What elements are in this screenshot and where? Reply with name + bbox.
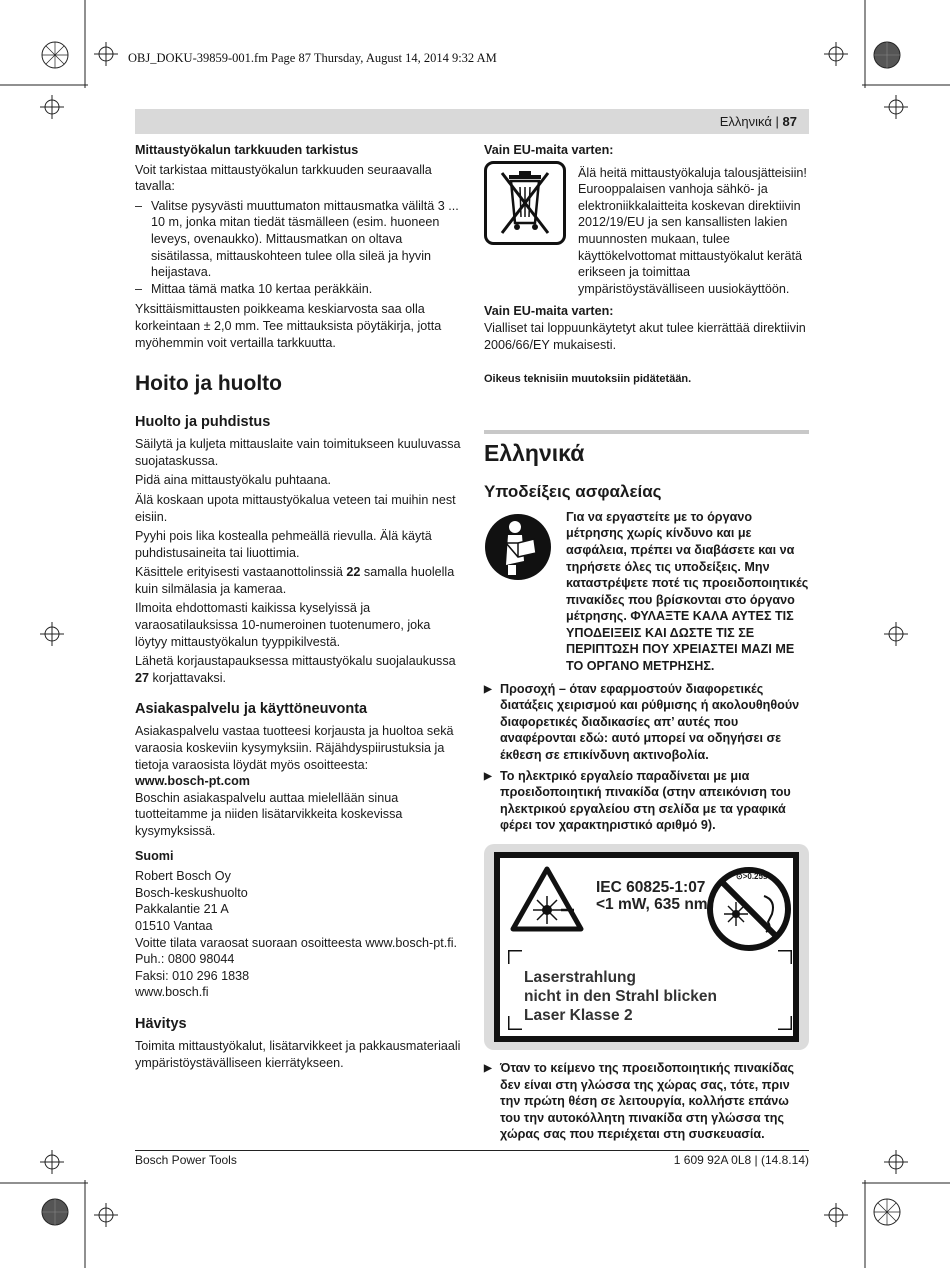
read-manual-icon bbox=[484, 509, 566, 675]
registration-mark-icon bbox=[40, 40, 70, 70]
list-item: ▶ Όταν το κείμενο της προειδοποιητικής πινακίδας δεν είναι στη γλώσσα της χώρας σας, τότε, πριν την πρώτη θέση σε λειτουργία, κολλήστε επάνω του την αυτοκόλλητη πινακίδα στη γλώσσα της χώρας σας που περιέχεται στη συσκευασία. bbox=[484, 1061, 795, 1142]
crosshair-icon bbox=[94, 42, 118, 66]
subsection-title: Huolto ja puhdistus bbox=[135, 414, 271, 431]
eu-title: Vain EU-maita varten: bbox=[484, 143, 614, 157]
crosshair-icon bbox=[824, 42, 848, 66]
footer-right: 1 609 92A 0L8 | (14.8.14) bbox=[673, 1153, 809, 1167]
triangle-bullet-icon: ▶ bbox=[484, 770, 492, 782]
greek-section-title: Ελληνικά bbox=[484, 439, 585, 466]
eu-disposal-text: Älä heitä mittaustyökaluja talousjätteisiin! Eurooppalaisen vanhoja sähkö- ja elektroniikkalaitteita koskevan direktiivin 2012/19/EU ja sen kansallisten lakien muunnosten mukaan, tulee käyttökelvottomat mittaustyökalut kerätä erikseen ja toimittaa ympäristöystävälliseen uusiokäyttöön. bbox=[578, 165, 807, 296]
left-column bbox=[135, 142, 461, 1074]
label-power: <1 mW, 635 nm bbox=[596, 896, 708, 913]
label-exposure-time: ⊙>0.25s bbox=[736, 872, 768, 881]
registration-mark-icon bbox=[40, 1197, 70, 1227]
address-line: 01510 Vantaa bbox=[135, 918, 213, 933]
crosshair-icon bbox=[40, 622, 64, 646]
safety-warning-block bbox=[484, 509, 809, 675]
footer-left: Bosch Power Tools bbox=[135, 1153, 237, 1167]
triangle-bullet-icon: ▶ bbox=[484, 1063, 492, 1074]
header-language: Ελληνικά bbox=[719, 114, 772, 129]
paragraph: Ilmoita ehdottomasti kaikissa kyselyissä ja varaosatilauksissa 10-numeroinen tuotenumero, joka löytyy mittaustyökalun tyyppikilvestä. bbox=[135, 601, 431, 649]
weee-bin-icon bbox=[484, 161, 578, 298]
laser-warning-label bbox=[484, 844, 809, 1050]
paragraph: Asiakaspalvelu vastaa tuotteesi korjausta ja huoltoa sekä varaosia koskeviin kysymyksiin. Räjähdyspiirustuksia ja tietoja varaosista löydät myös osoitteesta: bbox=[135, 724, 454, 772]
list-item: – Valitse pysyvästi muuttumaton mittausmatka väliltä 3 ... 10 m, jonka mitan tiedät täsmälleen (esim. huoneen leveys, ovenaukko). Mittausmatkan on oltava sisätilassa, mittauskohteen tulee olla sileä ja hyvin heijastava. bbox=[135, 198, 459, 280]
crosshair-icon bbox=[884, 95, 908, 119]
page-header bbox=[135, 109, 809, 134]
label-text-line: Laser Klasse 2 bbox=[524, 1007, 633, 1024]
address-line: Pakkalantie 21 A bbox=[135, 902, 229, 917]
list-item: ▶ Προσοχή – όταν εφαρμοστούν διαφορετικές διατάξεις χειρισμού και ρύθμισης ή ακολουθηθούν διαφορετικές διαδικασίες απ’ αυτές που αναφέρονται εδώ: αυτό μπορεί να οδηγήσει σε έκθεση σε επικίνδυνη ακτινοβολία. bbox=[484, 681, 800, 763]
crosshair-icon bbox=[824, 1203, 848, 1227]
accuracy-intro: Voit tarkistaa mittaustyökalun tarkkuuden seuraavalla tavalla: bbox=[135, 162, 432, 194]
crosshair-icon bbox=[884, 622, 908, 646]
page-number: 87 bbox=[782, 114, 797, 129]
right-column bbox=[484, 142, 809, 1143]
address-line[interactable]: www.bosch.fi bbox=[135, 985, 209, 1000]
address-line: Robert Bosch Oy bbox=[135, 869, 231, 884]
label-text-line: nicht in den Strahl blicken bbox=[524, 988, 717, 1005]
accuracy-title: Mittaustyökalun tarkkuuden tarkistus bbox=[135, 143, 359, 157]
paragraph: Käsittele erityisesti vastaanottolinssiä 22 samalla huolella kuin silmälasia ja kameraa. bbox=[135, 565, 455, 596]
subsection-title: Hävitys bbox=[135, 1015, 187, 1032]
address-line: Voitte tilata varaosat suoraan osoitteesta www.bosch-pt.fi. bbox=[135, 935, 458, 950]
laser-hazard-icon bbox=[510, 866, 584, 932]
accuracy-outro: Yksittäismittausten poikkeama keskiarvosta saa olla korkeintaan ± 2,0 mm. Tee mittauksista pöytäkirja, jotta myöhemmin voit vertailla tarkkuutta. bbox=[135, 302, 442, 350]
address-line: Faksi: 010 296 1838 bbox=[135, 968, 250, 983]
page-header-label: Ελληνικά | 87 bbox=[719, 114, 797, 129]
crosshair-icon bbox=[40, 95, 64, 119]
paragraph: Pidä aina mittaustyökalu puhtaana. bbox=[135, 473, 332, 488]
triangle-bullet-icon: ▶ bbox=[484, 683, 492, 695]
eu-disposal-block bbox=[484, 161, 809, 298]
safety-title: Υποδείξεις ασφαλείας bbox=[484, 481, 662, 501]
label-text-line: Laserstrahlung bbox=[524, 969, 636, 986]
section-title: Hoito ja huolto bbox=[135, 372, 282, 396]
print-slug: OBJ_DOKU-39859-001.fm Page 87 Thursday, August 14, 2014 9:32 AM bbox=[128, 51, 497, 65]
paragraph: Lähetä korjaustapauksessa mittaustyökalu suojalaukussa 27 korjattavaksi. bbox=[135, 654, 456, 685]
address-line: Bosch-keskushuolto bbox=[135, 885, 248, 900]
registration-mark-icon bbox=[872, 40, 902, 70]
list-item: – Mittaa tämä matka 10 kertaa peräkkäin. bbox=[135, 281, 373, 296]
safety-warning-text: Για να εργαστείτε με το όργανο μέτρησης χωρίς κίνδυνο και με ασφάλεια, πρέπει να διαβάσετε και να τηρήσετε όλες τις υποδείξεις. Μην καταστρέψετε ποτέ τις προειδοποιητικές πινακίδες που βρίσκονται στο όργανο μέτρησης. ΦΥΛΑΞΤΕ ΚΑΛΑ ΑΥΤΕΣ ΤΙΣ ΥΠΟΔΕΙΞΕΙΣ ΚΑΙ ΔΩΣΤΕ ΤΙΣ ΣΕ ΠΕΡΙΠΤΩΣΗ ΠΟΥ ΧΡΕΙΑΣΤΕΙ ΜΑΖΙ ΜΕ ΤΟ ΟΡΓΑΝΟ ΜΕΤΡΗΣΗΣ. bbox=[566, 509, 809, 674]
rights-note: Oikeus teknisiin muutoksiin pidätetään. bbox=[484, 373, 692, 386]
section-divider bbox=[484, 430, 809, 434]
footer-rule bbox=[135, 1150, 809, 1151]
subsection-title: Asiakaspalvelu ja käyttöneuvonta bbox=[135, 701, 368, 718]
label-standard: IEC 60825-1:07 bbox=[596, 879, 706, 896]
eu-battery-text: Vialliset tai loppuunkäytetyt akut tulee kierrättää direktiivin 2006/66/EY mukaisesti. bbox=[484, 320, 806, 352]
eu-title: Vain EU-maita varten: bbox=[484, 304, 614, 319]
paragraph: Säilytä ja kuljeta mittauslaite vain toimitukseen kuuluvassa suojataskussa. bbox=[135, 437, 461, 468]
service-url[interactable]: www.bosch-pt.com bbox=[135, 774, 250, 789]
country-label: Suomi bbox=[135, 848, 174, 863]
crosshair-icon bbox=[94, 1203, 118, 1227]
registration-mark-icon bbox=[872, 1197, 902, 1227]
paragraph: Älä koskaan upota mittaustyökalua veteen tai muihin nest eisiin. bbox=[135, 492, 456, 524]
list-item: ▶ Το ηλεκτρικό εργαλείο παραδίνεται με μια προειδοποιητική πινακίδα (στην απεικόνιση του ηλεκτρικού εργαλείου στη σελίδα με τα γραφικά φέρει τον χαρακτηριστικό αριθμό 9). bbox=[484, 768, 791, 833]
address-line: Puh.: 0800 98044 bbox=[135, 952, 235, 967]
paragraph: Toimita mittaustyökalut, lisätarvikkeet ja pakkausmateriaali ympäristöystävälliseen kierrätykseen. bbox=[135, 1038, 461, 1070]
crosshair-icon bbox=[884, 1150, 908, 1174]
paragraph: Boschin asiakaspalvelu auttaa mielellään sinua tuotteitamme ja niiden lisätarvikkeita koskevissa kysymyksissä. bbox=[135, 790, 403, 838]
paragraph: Pyyhi pois lika kostealla pehmeällä rievulla. Älä käytä puhdistusaineita tai liuottimia. bbox=[135, 529, 432, 560]
crosshair-icon bbox=[40, 1150, 64, 1174]
